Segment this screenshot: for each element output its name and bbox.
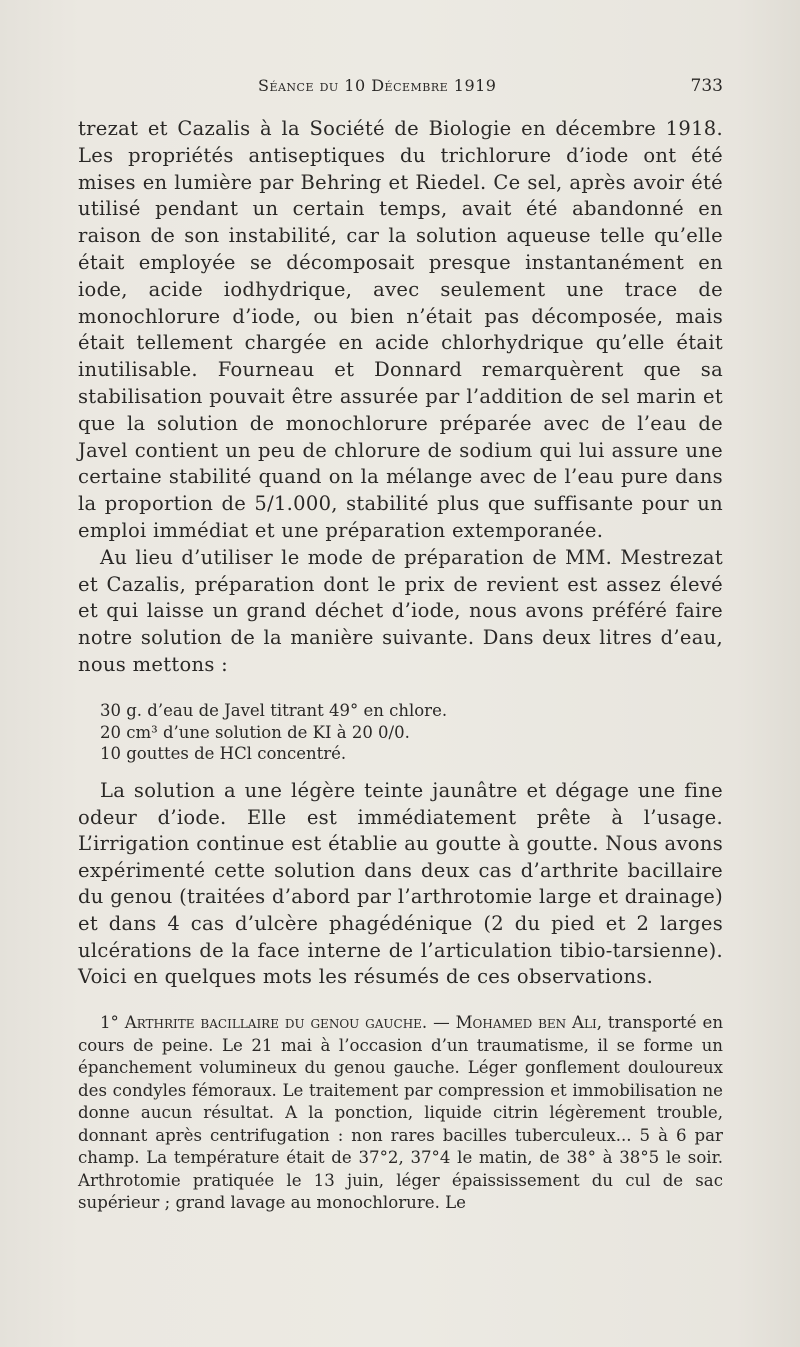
observation-text: transporté en cours de peine. Le 21 mai à l’occasion d’un traumatisme, il se forme un épanchement volumineux du genou gauche. Léger gonflement douloureux des condyles fémoraux. Le traitement par compression et immobilisation ne donne aucun résultat. A la ponction, liquide citrin légèrement trouble, donnant après centrifugation : non rares bacilles tuberculeux... 5 à 6 par champ. La température était de 37°2, 37°4 le matin, de 38° à 38°5 le soir. Arthrotomie pratiquée le 13 juin, léger épaississement du cul de sac supérieur ; grand lavage au monochlorure. Le <box>78 1013 724 1212</box>
recipe-item: 30 g. d’eau de Javel titrant 49° en chlore. <box>100 701 448 720</box>
paragraph-1: trezat et Cazalis à la Société de Biologie en décembre 1918. Les propriétés antiseptiques du trichlorure d’iode ont été mises en lumière par Behring et Riedel. Ce sel, après avoir été utilisé pendant un certain temps, avait été abandonné en raison de son instabilité, car la solution aqueuse telle qu’elle était employée se décomposait presque instantanément en iode, acide iodhydrique, avec seulement une trace de monochlorure d’iode, ou bien n’était pas décomposée, mais était tellement chargée en acide chlorhydrique qu’elle était inutilisable. Fourneau et Donnard remarquèrent que sa stabilisation pouvait être assurée par l’addition de sel marin et que la solution de monochlorure préparée avec de l’eau de Javel contient un peu de chlorure de sodium qui lui assure une certaine stabilité quand on la mélange avec de l’eau pure dans la proportion de 5/1.000, stabilité plus que suffisante pour un emploi immédiat et une préparation extemporanée. <box>78 117 723 542</box>
observation-patient: — Mohamed ben Ali, <box>433 1013 602 1032</box>
recipe-item: 10 gouttes de HCl concentré. <box>100 744 347 763</box>
paragraph-3: La solution a une légère teinte jaunâtre et dégage une fine odeur d’iode. Elle est immédiatement prête à l’usage. L’irrigation continue est établie au goutte à goutte. Nous avons expérimenté cette solution dans deux cas d’arthrite bacillaire du genou (traitées d’abord par l’arthrotomie large et drainage) et dans 4 cas d’ulcère phagédénique (2 du pied et 2 larges ulcérations de la face interne de l’articulation tibio-tarsienne). Voici en quelques mots les résumés de ces observations. <box>78 779 723 989</box>
observation-heading: 1° Arthrite bacillaire du genou gauche. <box>100 1013 428 1032</box>
paragraph-2: Au lieu d’utiliser le mode de préparation de MM. Mestrezat et Cazalis, préparation dont le prix de revient est assez élevé et qui laisse un grand déchet d’iode, nous avons préféré faire notre solution de la manière suivante. Dans deux litres d’eau, nous mettons : <box>78 545 723 676</box>
page-number: 733 <box>690 76 723 96</box>
recipe-item: 20 cm³ d’une solution de KI à 20 0/0. <box>100 722 410 742</box>
body-text <box>78 116 723 679</box>
page-header <box>78 72 723 102</box>
recipe-list <box>100 700 660 765</box>
observation-1 <box>78 1012 723 1215</box>
running-title: Séance du 10 Décembre 1919 <box>258 76 497 95</box>
